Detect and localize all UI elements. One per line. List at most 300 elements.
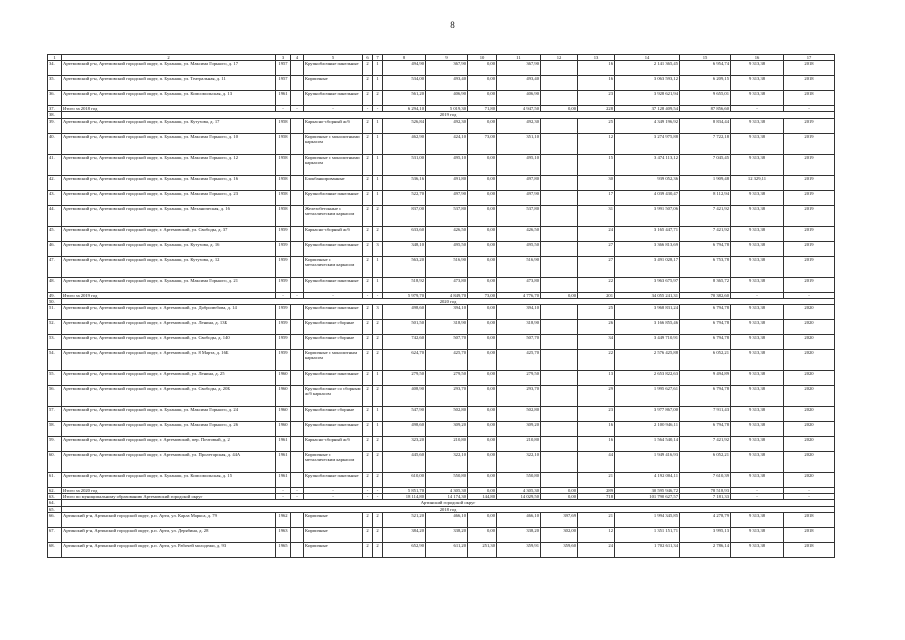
table-cell: 2 bbox=[363, 452, 373, 473]
table-cell: 4 947,50 bbox=[497, 106, 541, 112]
table-cell: 498,60 bbox=[383, 422, 426, 437]
table-cell: 0,00 bbox=[468, 241, 497, 256]
table-cell: 279,50 bbox=[426, 371, 468, 386]
table-row bbox=[48, 371, 835, 386]
table-cell: 309,20 bbox=[497, 422, 541, 437]
table-cell: 2020 bbox=[784, 350, 835, 371]
table-row bbox=[48, 226, 835, 241]
table-cell: 2 bbox=[373, 473, 383, 488]
column-number-header: 3 bbox=[276, 55, 291, 61]
table-cell: 338,20 bbox=[497, 527, 541, 542]
table-cell: - bbox=[363, 292, 373, 298]
table-cell: 3 063 593,12 bbox=[615, 76, 680, 91]
table-row bbox=[48, 61, 835, 76]
table-cell: 2020 bbox=[784, 335, 835, 350]
table-cell: 537,80 bbox=[497, 205, 541, 226]
table-cell: 1959 bbox=[276, 350, 291, 371]
table-cell bbox=[291, 175, 304, 190]
table-cell: 1 bbox=[373, 277, 383, 292]
table-cell: 3 928 621,94 bbox=[615, 91, 680, 106]
table-row bbox=[48, 542, 835, 557]
table-cell: Блокбанкированные bbox=[304, 175, 363, 190]
table-cell: 1 bbox=[373, 154, 383, 175]
page-number: 8 bbox=[450, 20, 455, 30]
address-cell: Артемовский р-н, Артемовский городской округ, п. Буланаш, ул. Максима Горького, д. 26 bbox=[62, 422, 276, 437]
table-cell bbox=[291, 76, 304, 91]
table-cell: - bbox=[304, 488, 363, 494]
address-cell: Артемовский р-н, Артемовский городской округ, п. Буланаш, ул. Кутузова, д. 17 bbox=[62, 118, 276, 133]
table-cell: 9 313,38 bbox=[731, 205, 784, 226]
table-cell: 0,00 bbox=[468, 76, 497, 91]
address-cell: Артемовский р-н, Артемовский городской округ, п. Буланаш, ул. Максима Горького, д. 23 bbox=[62, 190, 276, 205]
table-cell: 462,90 bbox=[383, 133, 426, 154]
table-cell: 2019 bbox=[784, 241, 835, 256]
address-cell: Итого за 2019 год bbox=[62, 292, 276, 298]
table-cell: - bbox=[784, 488, 835, 494]
table-cell bbox=[291, 133, 304, 154]
table-cell: 2020 bbox=[784, 305, 835, 320]
table-row bbox=[48, 452, 835, 473]
table-cell: 24 bbox=[578, 542, 615, 557]
table-cell bbox=[291, 277, 304, 292]
table-cell: 2 bbox=[363, 512, 373, 527]
column-number-header: 13 bbox=[578, 55, 615, 61]
table-cell: 1960 bbox=[276, 407, 291, 422]
table-cell: 394,10 bbox=[426, 305, 468, 320]
row-number: 62. bbox=[48, 488, 62, 494]
table-row bbox=[48, 335, 835, 350]
table-cell: 2 bbox=[363, 154, 373, 175]
table-cell: 3 274 975,88 bbox=[615, 133, 680, 154]
address-cell: Артемовский р-н, Артемовский городской округ, п. Буланаш, ул. Максима Горького, д. 10 bbox=[62, 133, 276, 154]
table-cell: 3 bbox=[373, 305, 383, 320]
table-cell: Кирпичные с монолитными каркасом bbox=[304, 154, 363, 175]
table-cell: Крупноблочные сборные bbox=[304, 335, 363, 350]
row-number: 42. bbox=[48, 175, 62, 190]
column-number-header: 8 bbox=[383, 55, 426, 61]
table-cell: 0,00 bbox=[468, 512, 497, 527]
row-number: 40. bbox=[48, 133, 62, 154]
table-cell: 9 313,38 bbox=[731, 542, 784, 557]
table-cell: 29 bbox=[578, 386, 615, 407]
address-cell: Артемовский р-н, Артемовский городской округ, п. Буланаш, ул. Максима Горького, д. 16 bbox=[62, 175, 276, 190]
table-cell: 534,00 bbox=[383, 76, 426, 91]
table-cell: 322,10 bbox=[426, 452, 468, 473]
table-cell: 9 313,38 bbox=[731, 277, 784, 292]
row-number: 36. bbox=[48, 91, 62, 106]
table-cell: 633,60 bbox=[383, 226, 426, 241]
table-row bbox=[48, 386, 835, 407]
table-cell: 3 449 710,91 bbox=[615, 335, 680, 350]
table-cell: 4 349 196,92 bbox=[615, 118, 680, 133]
table-cell: 201 bbox=[578, 292, 615, 298]
table-cell: 426,50 bbox=[426, 226, 468, 241]
housing-repair-table bbox=[47, 54, 835, 558]
row-number: 51. bbox=[48, 305, 62, 320]
table-cell: 210,80 bbox=[426, 437, 468, 452]
table-cell: 4 305,30 bbox=[426, 488, 468, 494]
table-cell: 3 bbox=[373, 241, 383, 256]
address-cell: Артинский р-н, Артинский городской округ, р.п. Арти, ул. Карла Маркса, д. 79 bbox=[62, 512, 276, 527]
table-cell: 9 313,38 bbox=[731, 133, 784, 154]
table-cell: - bbox=[304, 494, 363, 500]
table-cell: 2 bbox=[363, 371, 373, 386]
table-cell: 2018 bbox=[784, 512, 835, 527]
table-cell: 473,80 bbox=[426, 277, 468, 292]
table-cell: 3 991 507,06 bbox=[615, 205, 680, 226]
table-cell: 1 909,48 bbox=[680, 175, 731, 190]
table-cell bbox=[541, 256, 578, 277]
table-cell: 492,30 bbox=[497, 118, 541, 133]
table-cell: - bbox=[784, 106, 835, 112]
table-cell: 3 995,13 bbox=[680, 527, 731, 542]
table-cell: 1 bbox=[373, 407, 383, 422]
table-cell: - bbox=[291, 488, 304, 494]
row-number: 61. bbox=[48, 473, 62, 488]
table-cell: 17 bbox=[578, 190, 615, 205]
table-cell bbox=[291, 305, 304, 320]
table-cell: 466,10 bbox=[497, 512, 541, 527]
table-cell: 493,40 bbox=[426, 76, 468, 91]
table-cell: - bbox=[304, 292, 363, 298]
table-cell: 1958 bbox=[276, 133, 291, 154]
table-cell: 2019 bbox=[784, 277, 835, 292]
table-cell: 0,00 bbox=[468, 61, 497, 76]
table-cell: 2 bbox=[363, 277, 373, 292]
section-title: 2020 год bbox=[62, 298, 835, 304]
table-cell: 6 052,21 bbox=[680, 452, 731, 473]
table-cell: 2 bbox=[363, 175, 373, 190]
table-cell: 1 bbox=[373, 371, 383, 386]
table-cell: 318,90 bbox=[497, 320, 541, 335]
table-cell: 0,00 bbox=[468, 305, 497, 320]
table-cell: 0,00 bbox=[468, 190, 497, 205]
table-cell: 2 bbox=[373, 512, 383, 527]
table-cell: 70 382,60 bbox=[680, 292, 731, 298]
table-cell bbox=[291, 118, 304, 133]
table-cell: 1958 bbox=[276, 154, 291, 175]
table-cell: 6 794,78 bbox=[680, 386, 731, 407]
table-cell: 144,80 bbox=[468, 494, 497, 500]
table-cell: 1961 bbox=[276, 452, 291, 473]
table-cell: 2 bbox=[363, 437, 373, 452]
table-cell: 2 141 365,45 bbox=[615, 61, 680, 76]
table-row bbox=[48, 437, 835, 452]
row-number: 45. bbox=[48, 226, 62, 241]
table-cell: 521,20 bbox=[383, 512, 426, 527]
table-cell: 73,00 bbox=[468, 133, 497, 154]
address-cell: Артемовский р-н, Артемовский городской округ, г. Артемовский, ул. Ленина, д. 25 bbox=[62, 371, 276, 386]
table-cell: - bbox=[304, 106, 363, 112]
address-cell: Артемовский р-н, Артемовский городской округ, г. Артемовский, ул. Пролетарская, д. 44А bbox=[62, 452, 276, 473]
table-cell: 6 753,78 bbox=[680, 256, 731, 277]
address-cell: Артемовский р-н, Артемовский городской округ, п. Буланаш, ул. Комсомольская, д. 15 bbox=[62, 473, 276, 488]
table-cell: 16 bbox=[578, 61, 615, 76]
table-cell: 359,60 bbox=[541, 542, 578, 557]
table-cell: 1 564 540,14 bbox=[615, 437, 680, 452]
table-cell bbox=[541, 91, 578, 106]
table-cell: 2 bbox=[363, 91, 373, 106]
address-cell: Итого по муниципальному образованию Артемовский городской округ bbox=[62, 494, 276, 500]
table-cell: 0,00 bbox=[468, 386, 497, 407]
table-cell: 30 bbox=[578, 175, 615, 190]
table-cell: 2 bbox=[363, 226, 373, 241]
table-cell: 7 722,18 bbox=[680, 133, 731, 154]
column-number-header: 11 bbox=[497, 55, 541, 61]
table-cell: 15 bbox=[578, 154, 615, 175]
table-cell: 408,90 bbox=[383, 386, 426, 407]
table-row bbox=[48, 320, 835, 335]
table-cell: - bbox=[784, 494, 835, 500]
table-cell: 3 977 867,00 bbox=[615, 407, 680, 422]
address-cell: Артемовский р-н, Артемовский городской округ, г. Артемовский, ул. Свободы, д. 20Б bbox=[62, 386, 276, 407]
row-number: 47. bbox=[48, 256, 62, 277]
table-cell bbox=[291, 473, 304, 488]
table-cell: 2018 bbox=[784, 91, 835, 106]
table-cell: 14 029,50 bbox=[497, 494, 541, 500]
table-cell: 9 313,38 bbox=[731, 76, 784, 91]
row-number: 49. bbox=[48, 292, 62, 298]
table-cell: 2 bbox=[373, 350, 383, 371]
row-number: 65. bbox=[48, 506, 62, 512]
table-cell: 22 bbox=[578, 277, 615, 292]
table-cell: 210,80 bbox=[497, 437, 541, 452]
table-row bbox=[48, 256, 835, 277]
table-cell: 2 bbox=[363, 422, 373, 437]
table-cell: 8 365,72 bbox=[680, 277, 731, 292]
column-number-header: 17 bbox=[784, 55, 835, 61]
table-cell: 0,00 bbox=[468, 407, 497, 422]
row-number: 46. bbox=[48, 241, 62, 256]
table-cell: - bbox=[731, 494, 784, 500]
table-cell: 507,70 bbox=[426, 335, 468, 350]
table-cell: - bbox=[373, 488, 383, 494]
table-cell: 2 bbox=[363, 61, 373, 76]
table-cell: 9 313,38 bbox=[731, 61, 784, 76]
row-number: 63. bbox=[48, 494, 62, 500]
table-cell: 9 313,38 bbox=[731, 422, 784, 437]
table-cell: 522,70 bbox=[383, 190, 426, 205]
table-cell: 1959 bbox=[276, 305, 291, 320]
table-cell: 12 329,11 bbox=[731, 175, 784, 190]
table-cell bbox=[541, 241, 578, 256]
row-number: 57. bbox=[48, 407, 62, 422]
table-cell bbox=[541, 386, 578, 407]
table-cell: 101 790 627,57 bbox=[615, 494, 680, 500]
table-cell: 1 bbox=[373, 61, 383, 76]
table-cell: 3 165 447,71 bbox=[615, 226, 680, 241]
table-cell: 323,20 bbox=[383, 437, 426, 452]
table-cell: 2 bbox=[373, 226, 383, 241]
table-cell: 1959 bbox=[276, 320, 291, 335]
table-cell bbox=[291, 452, 304, 473]
table-cell: 4 039 430,47 bbox=[615, 190, 680, 205]
table-cell: 2 bbox=[363, 335, 373, 350]
table-cell: 0,00 bbox=[468, 226, 497, 241]
table-cell: 537,80 bbox=[426, 205, 468, 226]
row-number: 37. bbox=[48, 106, 62, 112]
table-cell bbox=[541, 205, 578, 226]
table-cell: 318,90 bbox=[426, 320, 468, 335]
table-cell: 492,30 bbox=[426, 118, 468, 133]
table-cell: 2 bbox=[363, 407, 373, 422]
table-cell: 0,00 bbox=[541, 494, 578, 500]
table-cell bbox=[291, 241, 304, 256]
table-cell: 293,70 bbox=[426, 386, 468, 407]
table-cell: Крупноблочные панельные bbox=[304, 61, 363, 76]
table-cell: 518,92 bbox=[383, 277, 426, 292]
table-cell: 37 128 409,54 bbox=[615, 106, 680, 112]
table-cell: Кирпичные с металлическим каркасом bbox=[304, 452, 363, 473]
table-cell: 34 055 241,31 bbox=[615, 292, 680, 298]
table-cell: 0,00 bbox=[541, 488, 578, 494]
table-cell: 2020 bbox=[784, 437, 835, 452]
table-cell: 563,20 bbox=[383, 256, 426, 277]
table-cell: 1 bbox=[373, 175, 383, 190]
table-cell: - bbox=[373, 292, 383, 298]
table-cell: 3 963 675,97 bbox=[615, 277, 680, 292]
table-cell: 2018 bbox=[784, 542, 835, 557]
table-row bbox=[48, 205, 835, 226]
table-cell: 547,90 bbox=[383, 407, 426, 422]
table-cell: Кирпичные bbox=[304, 542, 363, 557]
table-cell: 13 bbox=[578, 371, 615, 386]
table-cell: 2 bbox=[363, 256, 373, 277]
table-cell: 9 313,38 bbox=[731, 350, 784, 371]
table-cell: 9 313,38 bbox=[731, 371, 784, 386]
table-cell: 501,50 bbox=[383, 320, 426, 335]
row-number: 39. bbox=[48, 118, 62, 133]
table-cell: 30 595 946,72 bbox=[615, 488, 680, 494]
table-cell: 0,00 bbox=[468, 277, 497, 292]
table-cell: 2018 bbox=[784, 527, 835, 542]
table-cell: 0,00 bbox=[468, 91, 497, 106]
row-number: 50. bbox=[48, 298, 62, 304]
table-cell: 293,70 bbox=[497, 386, 541, 407]
table-cell bbox=[541, 154, 578, 175]
table-cell: 0,00 bbox=[468, 488, 497, 494]
section-title: 2019 год bbox=[62, 112, 835, 118]
table-cell bbox=[291, 320, 304, 335]
table-cell: 394,10 bbox=[497, 305, 541, 320]
table-cell: 2020 bbox=[784, 407, 835, 422]
table-cell bbox=[541, 350, 578, 371]
address-cell: Артемовский р-н, Артемовский городской округ, г. Артемовский, ул. Ленина, д. 13Б bbox=[62, 320, 276, 335]
table-cell: 5 851,70 bbox=[383, 488, 426, 494]
table-cell: 26 bbox=[578, 320, 615, 335]
table-cell: 2 bbox=[363, 386, 373, 407]
table-row bbox=[48, 407, 835, 422]
table-cell bbox=[291, 154, 304, 175]
table-cell: Крупноблочные сборные bbox=[304, 320, 363, 335]
table-cell: 71,80 bbox=[468, 106, 497, 112]
table-cell: 561,20 bbox=[383, 91, 426, 106]
table-cell: 14 174,30 bbox=[426, 494, 468, 500]
table-cell: Крупноблочные со сборным ж/б каркасом bbox=[304, 386, 363, 407]
table-cell: 4 278,79 bbox=[680, 512, 731, 527]
table-cell: Кирпичные с монолитными каркасом bbox=[304, 133, 363, 154]
table-cell: 2 bbox=[373, 205, 383, 226]
table-cell bbox=[291, 350, 304, 371]
table-cell: 7 421,92 bbox=[680, 437, 731, 452]
table-cell: 406,90 bbox=[426, 91, 468, 106]
table-cell: 279,50 bbox=[497, 371, 541, 386]
table-cell: 1 bbox=[373, 118, 383, 133]
table-cell: 367,90 bbox=[497, 61, 541, 76]
table-cell: 2 bbox=[363, 320, 373, 335]
table-cell: 351,10 bbox=[497, 133, 541, 154]
table-cell: 16 bbox=[578, 422, 615, 437]
table-cell bbox=[541, 437, 578, 452]
table-cell: 3 491 028,17 bbox=[615, 256, 680, 277]
table-cell: 7 181,33 bbox=[680, 494, 731, 500]
row-number: 58. bbox=[48, 422, 62, 437]
table-cell: 516,90 bbox=[426, 256, 468, 277]
table-cell: 2 bbox=[363, 350, 373, 371]
address-cell: Итого за 2018 год bbox=[62, 106, 276, 112]
table-cell: 302,00 bbox=[541, 527, 578, 542]
table-cell: 1958 bbox=[276, 190, 291, 205]
table-cell: 9 313,38 bbox=[731, 241, 784, 256]
address-cell: Артемовский р-н, Артемовский городской округ, п. Буланаш, ул. Максима Горького, д. 24 bbox=[62, 407, 276, 422]
table-cell: 424,10 bbox=[426, 133, 468, 154]
table-cell: 9 313,38 bbox=[731, 512, 784, 527]
table-cell: 2 786,14 bbox=[680, 542, 731, 557]
table-cell: 4 305,30 bbox=[497, 488, 541, 494]
table-cell: 1959 bbox=[276, 241, 291, 256]
table-cell bbox=[541, 175, 578, 190]
address-cell: Артинский р-н, Артинский городской округ, р.п. Арти, ул. Дерябина, д. 28 bbox=[62, 527, 276, 542]
table-cell: 3 166 855,46 bbox=[615, 320, 680, 335]
table-cell: 1960 bbox=[276, 371, 291, 386]
table-cell: 3 968 831,24 bbox=[615, 305, 680, 320]
table-cell: 1 949 416,93 bbox=[615, 452, 680, 473]
table-cell: 0,00 bbox=[468, 154, 497, 175]
table-cell: Крупноблочные панельные bbox=[304, 91, 363, 106]
table-cell bbox=[291, 190, 304, 205]
column-number-header: 9 bbox=[426, 55, 468, 61]
table-cell: 3 474 113,12 bbox=[615, 154, 680, 175]
table-cell: 73,00 bbox=[468, 292, 497, 298]
address-cell: Итого за 2020 год bbox=[62, 488, 276, 494]
table-cell: - bbox=[291, 292, 304, 298]
table-cell: 1 bbox=[373, 76, 383, 91]
table-cell: 837,00 bbox=[383, 205, 426, 226]
table-cell: 624,70 bbox=[383, 350, 426, 371]
table-cell: 742,60 bbox=[383, 335, 426, 350]
table-cell: 497,80 bbox=[497, 175, 541, 190]
document-table-container bbox=[47, 54, 834, 558]
table-cell: 6 794,78 bbox=[680, 422, 731, 437]
table-cell: 0,00 bbox=[468, 335, 497, 350]
table-cell: 2020 bbox=[784, 371, 835, 386]
row-number: 55. bbox=[48, 371, 62, 386]
table-cell: 494,90 bbox=[383, 61, 426, 76]
table-cell: 2019 bbox=[784, 256, 835, 277]
table-cell: 2 bbox=[363, 118, 373, 133]
table-cell bbox=[541, 277, 578, 292]
table-cell: 23 bbox=[578, 407, 615, 422]
table-row bbox=[48, 512, 835, 527]
table-cell: 495,10 bbox=[497, 154, 541, 175]
table-cell: 7 911,43 bbox=[680, 407, 731, 422]
table-cell: 322,10 bbox=[497, 452, 541, 473]
row-number: 38. bbox=[48, 112, 62, 118]
table-cell: 24 bbox=[578, 226, 615, 241]
address-cell: Артинский р-н, Артинский городской округ, р.п. Арти, ул. Рабочей молодежи, д. 93 bbox=[62, 542, 276, 557]
table-cell: Крупноблочные панельные bbox=[304, 473, 363, 488]
address-cell: Артемовский р-н, Артемовский городской округ, п. Буланаш, ул. Механическая, д. 16 bbox=[62, 205, 276, 226]
